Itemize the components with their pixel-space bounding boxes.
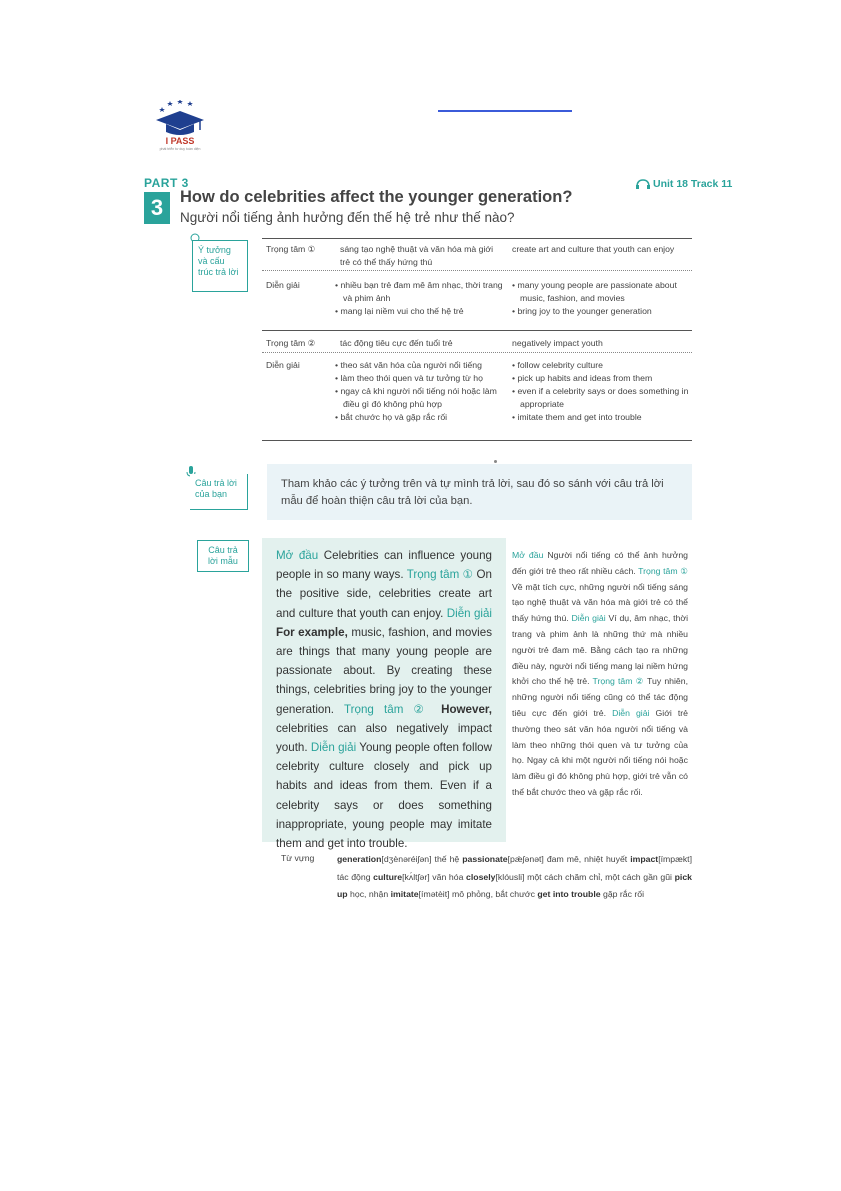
list-item: • mang lại niềm vui cho thế hệ trẻ [335,306,464,316]
row3-label: Trọng tâm ② [266,338,316,348]
sample-answer-label: Câu trả lời mẫu [197,540,249,572]
list-item: • imitate them and get into trouble [512,412,642,422]
tag-elab2: Diễn giải [310,741,357,755]
tag-point1: Trọng tâm ① [406,568,474,582]
table-row-divider [262,352,692,353]
list-item: • pick up habits and ideas from them [512,373,653,383]
tag-intro: Mở đầu [276,549,319,562]
row3-en: negatively impact youth [512,338,603,348]
list-item: • many young people are passionate about music, fashion, and movies [512,280,677,303]
list-item: • ngay cả khi người nổi tiếng nói hoặc làm điều gì đó không phù hợp [335,386,497,409]
row4-en [512,359,690,424]
row4-vi [335,359,505,424]
row3-vi: tác động tiêu cực đến tuổi trẻ [340,338,453,348]
header-link-underline[interactable] [438,110,572,112]
row2-en [512,279,688,318]
table-bottom-rule [262,440,692,441]
tag-point2: Trọng tâm ② [344,702,431,716]
list-item: • theo sát văn hóa của người nổi tiếng [335,360,482,370]
table-section-rule [262,330,692,331]
table-top-rule [262,238,692,239]
list-item: • bring joy to the younger generation [512,306,652,316]
table-row-divider [262,270,692,271]
row2-label: Diễn giải [266,280,300,290]
audio-track[interactable] [636,178,732,190]
row1-en: create art and culture that youth can enjoy [512,244,675,254]
track-label: Unit 18 Track 11 [653,178,733,190]
svg-text:I PASS: I PASS [165,136,195,146]
row4-label: Diễn giải [266,360,300,370]
list-item: • làm theo thói quen và tư tưởng từ họ [335,373,483,383]
decorative-dot [494,460,497,463]
tag-elab1: Diễn giải [446,606,492,620]
row2-vi [335,279,505,318]
list-item: • follow celebrity culture [512,360,603,370]
sample-answer-english: Mở đầu Celebrities can influence young people in so many ways. Trọng tâm ① On the positive side, celebrities create art and culture that youth can enjoy. Diễn giải For example, music, fashion, and movies are things that many young people are passionate about. By creating these things, celebrities bring joy to the younger generation. Trọng tâm ② However, celebrities can also negatively impact youth. Diễn giải Young people often follow celebrity culture closely and pick up habits and ideas from them. Even if a celebrity says or does something inappropriate, young people may imitate them and get into trouble. [276,549,493,851]
headphones-icon [636,179,650,189]
question-vietnamese: Người nổi tiếng ảnh hưởng đến thế hệ trẻ như thế nào? [180,210,515,225]
vocabulary-list: generation[dʒènəréiʃən] thế hệ passionate[pǽʃənət] đam mê, nhiệt huyết impact[ímpækt] tác động culture[kʌ́ltʃər] văn hóa closely[klóusli] một cách chăm chỉ, một cách gần gũi pick up học, nhận imitate[ímətèit] mô phỏng, bắt chước get into trouble gặp rắc rối [337,854,693,899]
answer-prompt-text: Tham khảo các ý tưởng trên và tự mình trả lời, sau đó so sánh với câu trả lời mẫu để hoàn thiện câu trả lời của bạn. [281,478,664,507]
list-item: • nhiều bạn trẻ đam mê âm nhạc, thời trang và phim ảnh [335,280,503,303]
ipass-logo [150,100,210,152]
row1-vi: sáng tạo nghệ thuật và văn hóa mà giới trẻ có thể thấy hứng thú [340,244,494,267]
row1-label: Trọng tâm ① [266,244,316,254]
your-answer-label: Câu trả lời của bạn [190,474,248,510]
svg-text:phát triển tư duy toàn diện: phát triển tư duy toàn diện [159,147,201,151]
vocabulary-label: Từ vựng [281,853,315,863]
question-english: How do celebrities affect the younger generation? [180,188,573,206]
part-number-badge: 3 [144,192,170,224]
idea-structure-label: Ý tưởng và cấu trúc trả lời [192,240,248,292]
sample-answer-vietnamese: Mở đầu Người nổi tiếng có thể ảnh hưởng đến giới trẻ theo rất nhiều cách. Trọng tâm ① Về mặt tích cực, những người nổi tiếng sáng tạo nghệ thuật và văn hóa mà giới trẻ có thể thấy hứng thú. Diễn giải Ví dụ, âm nhạc, thời trang và phim ảnh là những thứ mà nhiều người trẻ đam mê. Bằng cách tạo ra những điều này, người nổi tiếng mang lại niềm hứng khởi cho thế hệ trẻ. Trọng tâm ② Tuy nhiên, những người nổi tiếng cũng có thể tác động tiêu cực đến giới trẻ. Diễn giải Giới trẻ thường theo sát văn hóa người nổi tiếng và làm theo những thói quen và tư tưởng của họ. Ngay cả khi một người nổi tiếng nói hoặc làm điều gì đó không phù hợp, giới trẻ vẫn có thể bắt chước theo và gặp rắc rối. [512,550,689,797]
list-item: • even if a celebrity says or does something in appropriate [512,386,689,409]
part-label: PART 3 [144,176,189,190]
list-item: • bắt chước họ và gặp rắc rối [335,412,448,422]
